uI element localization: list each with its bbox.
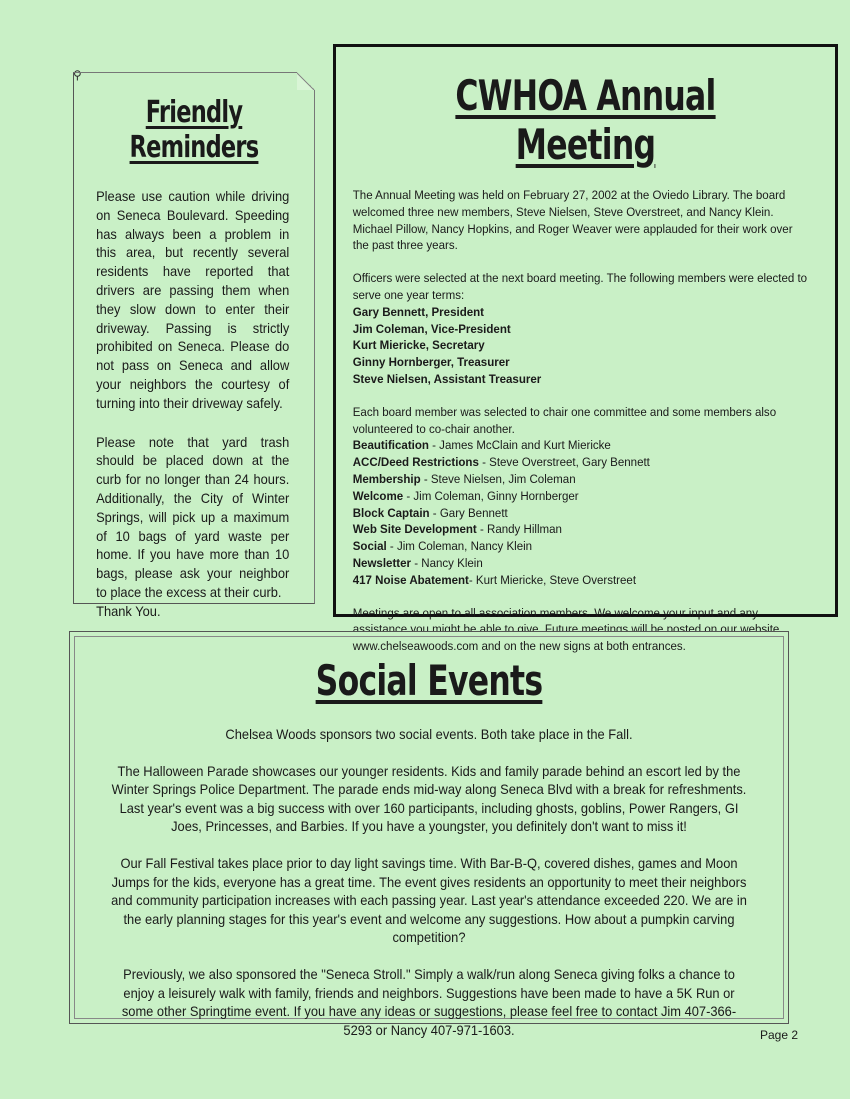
committee-sep: - (429, 505, 440, 520)
committee-item (353, 521, 809, 538)
social-paragraph: Our Fall Festival takes place prior to day light savings time. With Bar-B-Q, covered dishes, games and Moon Jumps for the kids, everyone has a great time. The event gives residents an opportunity to meet their neighbors and community participation increases with each passing year. Last year's attendance exceeded 220. We are in the early planning stages for this year's event and welcome any suggestions. How about a pumpkin carving competition? (111, 854, 747, 946)
committee-name: Membership (352, 471, 421, 486)
reminders-title: Friendly Reminders (129, 95, 259, 165)
meeting-closing: Meetings are open to all association members. We welcome your input and any assistance you might be able to give. Future meetings will be posted on our website www.chelseawoods.com and on the new signs at both entrances. (352, 605, 780, 654)
committee-item (353, 538, 809, 555)
committee-item (353, 505, 809, 522)
committee-sep: - (403, 488, 414, 503)
committee-item (353, 471, 809, 488)
committee-sep: - (386, 539, 397, 554)
committee-sep: - (478, 455, 490, 470)
officer-item: Jim Coleman, Vice-President (352, 321, 511, 336)
committee-item (353, 488, 809, 505)
officer-item: Steve Nielsen, Assistant Treasurer (352, 371, 542, 386)
committee-members: Randy Hillman (487, 522, 562, 537)
committee-members: James McClain and Kurt Miericke (439, 438, 611, 453)
committee-members: Kurt Miericke, Steve Overstreet (475, 572, 637, 587)
friendly-reminders-box (73, 72, 315, 619)
committee-name: Web Site Development (352, 522, 477, 537)
social-title: Social Events (315, 656, 543, 705)
committee-item (353, 437, 809, 454)
officers-intro: Officers were selected at the next board meeting. The following members were elected to serve one year terms: (352, 271, 808, 302)
committee-item (353, 454, 809, 471)
meeting-title: CWHOA Annual Meeting (455, 71, 716, 169)
committees-list (353, 437, 809, 588)
committee-sep: - (428, 438, 440, 453)
officer-item: Ginny Hornberger, Treasurer (352, 355, 510, 370)
annual-meeting-box (333, 44, 838, 654)
committees-intro: Each board member was selected to chair one committee and some members also volunteered to co-chair another. (352, 404, 777, 436)
committee-name: Beautification (352, 438, 429, 453)
reminders-closing: Thank You. (96, 602, 161, 619)
committee-members: Steve Overstreet, Gary Bennett (489, 455, 650, 470)
committee-name: ACC/Deed Restrictions (352, 455, 479, 470)
committee-members: Nancy Klein (421, 555, 483, 570)
page-number: Page 2 (760, 1028, 799, 1042)
committee-sep: - (476, 522, 488, 537)
social-paragraph: Previously, we also sponsored the "Seneca Stroll." Simply a walk/run along Seneca giving folks a chance to enjoy a leisurely walk with family, friends and neighbors. Suggestions have been made to have a 5K Run or some other Springtime event. If you have any ideas or suggestions, please feel free to contact Jim 407-366-5293 or Nancy 407-971-1603. (121, 965, 737, 1038)
social-paragraph: The Halloween Parade showcases our younger residents. Kids and family parade behind an escort led by the Winter Springs Police Department. The parade ends mid-way along Seneca Blvd with a break for refreshments. Last year's event was a big success with over 160 participants, including ghosts, goblins, Power Rangers, GI Joes, Princesses, and Barbies. If you have a youngster, you definitely don't want to miss it! (111, 762, 747, 835)
page-fold-icon (297, 72, 315, 90)
committee-name: 417 Noise Abatement (352, 572, 469, 587)
social-paragraph: Chelsea Woods sponsors two social events. Both take place in the Fall. (225, 726, 633, 742)
meeting-intro: The Annual Meeting was held on February 27, 2002 at the Oviedo Library. The board welcomed three new members, Steve Nielsen, Steve Overstreet, and Nancy Klein. Michael Pillow, Nancy Hopkins, and Roger Weaver were applauded for their work over the past three years. (352, 188, 793, 253)
officer-item: Kurt Miericke, Secretary (352, 338, 485, 353)
committee-members: Jim Coleman, Ginny Hornberger (413, 488, 579, 503)
committee-item (353, 555, 809, 572)
officers-list (353, 304, 809, 388)
committee-name: Block Captain (352, 505, 430, 520)
committee-item (353, 572, 809, 589)
reminders-paragraph: Please use caution while driving on Seneca Boulevard. Speeding has always been a problem in this area, but recently several residents have reported that drivers are passing them when they slow down to enter their driveway. Passing is strictly prohibited on Seneca. Please do not pass on Seneca and allow your neighbors the courtesy of turning into their driveway safely. (96, 188, 290, 411)
committee-name: Social (352, 539, 387, 554)
committee-name: Newsletter (352, 555, 412, 570)
officer-item: Gary Bennett, President (352, 304, 485, 319)
reminders-paragraph: Please note that yard trash should be placed down at the curb for no longer than 24 hours. Additionally, the City of Winter Springs, will pick up a maximum of 10 bags of yard waste per home. If you have more than 10 bags, please ask your neighbor to place the excess at their curb. (96, 433, 290, 600)
committee-members: Steve Nielsen, Jim Coleman (430, 471, 576, 486)
committee-name: Welcome (352, 488, 404, 503)
pin-icon: ⚲ (73, 68, 82, 82)
committee-members: Gary Bennett (439, 505, 508, 520)
committee-sep: - (468, 572, 476, 587)
committee-sep: - (420, 471, 431, 486)
committee-sep: - (411, 555, 422, 570)
committee-members: Jim Coleman, Nancy Klein (396, 539, 533, 554)
